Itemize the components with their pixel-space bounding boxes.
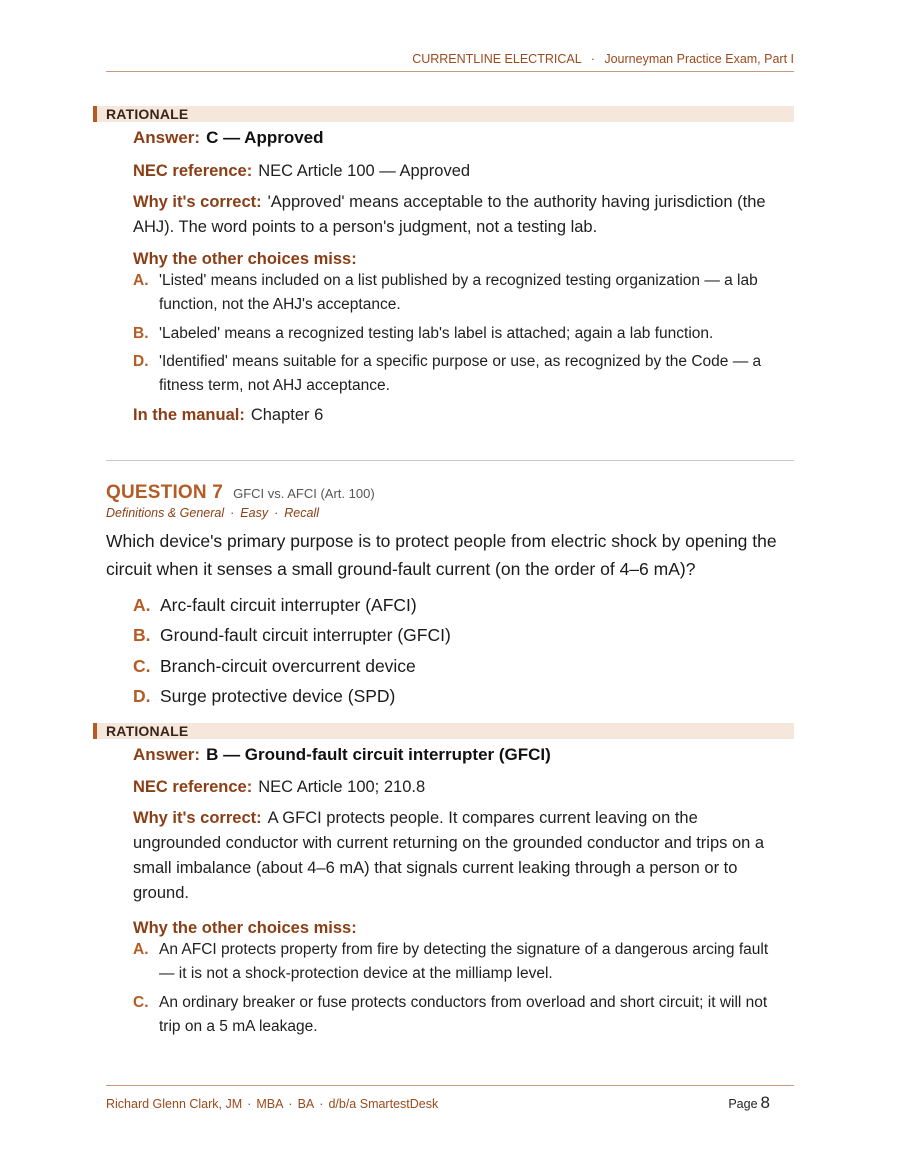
- nec-reference-line: [133, 775, 794, 800]
- why-correct-text-1: A GFCI protects people. It compares current leaving on the: [267, 809, 698, 827]
- miss-letter: A.: [133, 941, 149, 958]
- running-header: [106, 52, 794, 66]
- why-correct-paragraph: [133, 190, 794, 240]
- page-number: 8: [760, 1093, 770, 1112]
- rationale-heading: RATIONALE: [93, 723, 794, 739]
- header-title: Journeyman Practice Exam, Part I: [604, 52, 794, 66]
- footer-separator: ·: [288, 1097, 293, 1111]
- miss-text-2: fitness term, not AHJ acceptance.: [159, 377, 390, 394]
- manual-reference-line: [133, 403, 794, 428]
- miss-item: [133, 991, 794, 1039]
- miss-item: [133, 322, 794, 346]
- answer-line: [133, 744, 794, 766]
- manual-value: Chapter 6: [250, 406, 324, 424]
- miss-text-2: function, not the AHJ's acceptance.: [159, 296, 401, 313]
- miss-letter: B.: [133, 325, 149, 342]
- choice-letter: B.: [133, 625, 151, 645]
- why-correct-text-2: AHJ). The word points to a person's judgment, not a testing lab.: [133, 218, 598, 236]
- nec-value: NEC Article 100; 210.8: [258, 778, 426, 796]
- why-miss-heading: Why the other choices miss:: [133, 250, 357, 268]
- answer-value: B — Ground-fault circuit interrupter (GFCI): [206, 745, 551, 764]
- answer-choice-d: [133, 685, 395, 707]
- rationale-heading: RATIONALE: [93, 106, 794, 122]
- page-number-block: [728, 1093, 770, 1113]
- answer-value: C — Approved: [206, 128, 324, 147]
- miss-item: [133, 269, 794, 317]
- answer-choice-b: [133, 624, 451, 646]
- footer-dba: d/b/a SmartestDesk: [328, 1097, 439, 1111]
- footer-rule: [106, 1085, 794, 1086]
- page-label: Page: [728, 1097, 758, 1111]
- question-title: QUESTION 7: [106, 482, 224, 503]
- why-correct-label: Why it's correct:: [133, 193, 262, 211]
- header-rule: [106, 71, 794, 72]
- answer-choice-a: [133, 594, 417, 616]
- question-stem-line-2: circuit when it senses a small ground-fault current (on the order of 4–6 mA)?: [106, 559, 696, 579]
- miss-letter: C.: [133, 994, 149, 1011]
- question-stem: [106, 527, 794, 583]
- meta-separator: ·: [230, 506, 235, 520]
- miss-letter: D.: [133, 353, 149, 370]
- miss-text-1: An AFCI protects property from fire by detecting the signature of a dangerous arcing fault: [159, 941, 769, 958]
- miss-text-1: 'Listed' means included on a list published by a recognized testing organization — a lab: [159, 272, 758, 289]
- choice-text: Arc-fault circuit interrupter (AFCI): [160, 595, 417, 615]
- answer-label: Answer:: [133, 128, 201, 147]
- choice-letter: C.: [133, 656, 151, 676]
- meta-separator: ·: [274, 506, 279, 520]
- nec-value: NEC Article 100 — Approved: [258, 162, 471, 180]
- question-meta: [106, 506, 319, 520]
- footer-cred-2: BA: [297, 1097, 315, 1111]
- header-brand: CURRENTLINE ELECTRICAL: [412, 52, 582, 66]
- choice-text: Ground-fault circuit interrupter (GFCI): [160, 625, 451, 645]
- choice-letter: A.: [133, 595, 151, 615]
- miss-item: [133, 350, 794, 398]
- footer-separator: ·: [319, 1097, 324, 1111]
- header-separator: ·: [590, 52, 595, 66]
- why-correct-text-4: ground.: [133, 884, 189, 902]
- footer-separator: ·: [247, 1097, 252, 1111]
- nec-label: NEC reference:: [133, 778, 253, 796]
- miss-text-1: 'Labeled' means a recognized testing lab's label is attached; again a lab function.: [159, 325, 714, 342]
- nec-label: NEC reference:: [133, 162, 253, 180]
- footer-author: Richard Glenn Clark, JM: [106, 1097, 243, 1111]
- question-type: Recall: [284, 506, 320, 520]
- question-category: Definitions & General: [106, 506, 225, 520]
- miss-item: [133, 938, 794, 986]
- why-correct-text-3: small imbalance (about 4–6 mA) that signals current leaking through a person or to: [133, 859, 738, 877]
- choice-letter: D.: [133, 686, 151, 706]
- question-stem-line-1: Which device's primary purpose is to protect people from electric shock by opening the: [106, 531, 777, 551]
- why-correct-paragraph: [133, 806, 794, 906]
- answer-label: Answer:: [133, 745, 201, 764]
- why-correct-text-2: ungrounded conductor with current returning on the grounded conductor and trips on a: [133, 834, 765, 852]
- footer-cred-1: MBA: [256, 1097, 284, 1111]
- footer-credits: [106, 1097, 438, 1111]
- question-topic: GFCI vs. AFCI (Art. 100): [233, 486, 375, 501]
- miss-text-1: 'Identified' means suitable for a specific purpose or use, as recognized by the Code — a: [159, 353, 762, 370]
- why-miss-heading: Why the other choices miss:: [133, 919, 357, 937]
- miss-text-2: — it is not a shock-protection device at the milliamp level.: [159, 965, 553, 982]
- why-correct-text-1: 'Approved' means acceptable to the authority having jurisdiction (the: [267, 193, 766, 211]
- answer-choice-c: [133, 655, 416, 677]
- miss-text-1: An ordinary breaker or fuse protects conductors from overload and short circuit; it will not: [159, 994, 768, 1011]
- question-difficulty: Easy: [240, 506, 269, 520]
- miss-letter: A.: [133, 272, 149, 289]
- why-correct-label: Why it's correct:: [133, 809, 262, 827]
- question-divider: [106, 460, 794, 461]
- miss-text-2: trip on a 5 mA leakage.: [159, 1018, 318, 1035]
- question-header: [106, 482, 375, 504]
- choice-text: Surge protective device (SPD): [160, 686, 396, 706]
- nec-reference-line: [133, 159, 794, 184]
- answer-line: [133, 127, 794, 149]
- choice-text: Branch-circuit overcurrent device: [160, 656, 416, 676]
- manual-label: In the manual:: [133, 406, 245, 424]
